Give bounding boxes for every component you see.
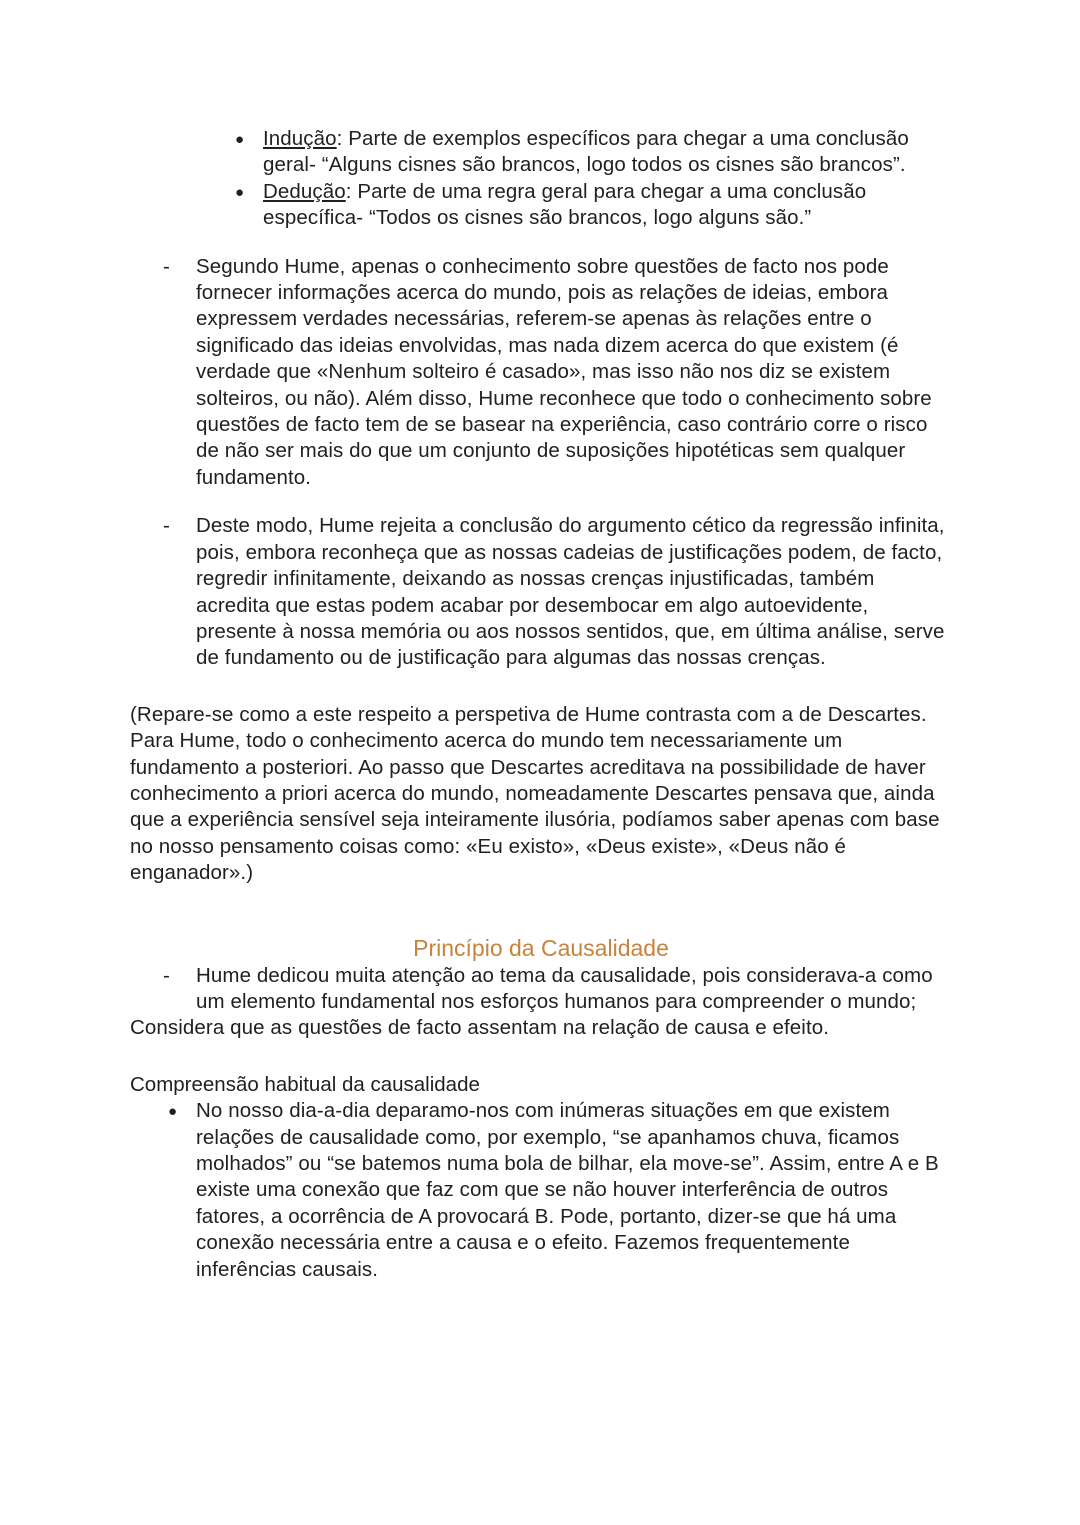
top-margin-spacer bbox=[0, 0, 1080, 126]
causality-section bbox=[130, 933, 952, 963]
bullet-icon: ● bbox=[168, 1103, 178, 1121]
dash-icon: - bbox=[163, 254, 170, 278]
term-inducao-body: : Parte de exemplos específicos para chegar a uma conclusão geral- “Alguns cisnes são brancos, logo todos os cisnes são brancos”. bbox=[263, 127, 909, 177]
paragraph-gap bbox=[0, 672, 1080, 702]
sub-heading-compreensao: Compreensão habitual da causalidade bbox=[130, 1072, 480, 1096]
hume-point-text: Segundo Hume, apenas o conhecimento sobre questões de facto nos pode fornecer informações acerca do mundo, pois as relações de ideias, embora expressem verdades necessárias, referem-se apenas às relações entre o significado das ideias envolvidas, mas nada dizem acerca do que existem (é verdade que «Nenhum solteiro é casado», mas isso não nos diz se existem solteiros, ou não). Além disso, Hume reconhece que todo o conhecimento sobre questões de facto tem de se basear na experiência, caso contrário corre o risco de não ser mais do que um conjunto de suposições hipotéticas sem qualquer fundamento. bbox=[196, 254, 932, 489]
descartes-note-text: (Repare-se como a este respeito a perspetiva de Hume contrasta com a de Descartes. Para Hume, todo o conhecimento acerca do mundo tem necessariamente um fundamento a posteriori. Ao passo que Descartes acreditava na possibilidade de haver conhecimento a priori acerca do mundo, nomeadamente Descartes pensava que, ainda que a experiência sensível seja inteiramente ilusória, podíamos saber apenas com base no nosso pensamento coisas como: «Eu existo», «Deus existe», «Deus não é enganador».) bbox=[130, 702, 940, 885]
causality-closing-text: Considera que as questões de facto assentam na relação de causa e efeito. bbox=[130, 1016, 830, 1040]
hume-points-list bbox=[130, 254, 952, 492]
dash-icon: - bbox=[163, 514, 170, 538]
dash-icon: - bbox=[163, 963, 170, 987]
list-item bbox=[130, 513, 952, 671]
hume-point-text: Deste modo, Hume rejeita a conclusão do argumento cético da regressão infinita, pois, embora reconheça que as nossas cadeias de justificações podem, de facto, regredir infinitamente, deixando as nossas crenças injustificadas, também acredita que estas podem acabar por desembocar em algo autoevidente, presente à nossa memória ou aos nossos sentidos, que, em última análise, serve de fundamento ou de justificação para algumas das nossas crenças. bbox=[196, 514, 945, 670]
term-inducao: Indução bbox=[263, 127, 337, 150]
list-item bbox=[130, 963, 952, 1016]
list-item bbox=[130, 254, 952, 492]
list-item bbox=[197, 126, 952, 179]
causality-point-text: Hume dedicou muita atenção ao tema da causalidade, pois considerava-a como um elemento fundamental nos esforços humanos para compreender o mundo; bbox=[196, 963, 933, 1013]
causality-points-list bbox=[130, 963, 952, 1016]
bullet-icon: ● bbox=[235, 183, 245, 201]
list-item bbox=[197, 179, 952, 232]
paragraph-gap bbox=[0, 491, 1080, 513]
habitual-understanding-text: No nosso dia-a-dia deparamo-nos com inúmeras situações em que existem relações de causalidade como, por exemplo, “se apanhamos chuva, ficamos molhados” ou “se batemos numa bola de bilhar, ela move-se”. Assim, entre A e B existe uma conexão que faz com que se não houver interferência de outros fatores, a ocorrência de A provocará B. Pode, portanto, dizer-se que há uma conexão necessária entre a causa e o efeito. Fazemos frequentemente inferências causais. bbox=[196, 1099, 939, 1281]
term-deducao-body: : Parte de uma regra geral para chegar a uma conclusão específica- “Todos os cisnes são brancos, logo alguns são.” bbox=[263, 179, 867, 230]
descartes-note-block bbox=[130, 702, 952, 887]
section-heading-causalidade: Princípio da Causalidade bbox=[413, 934, 669, 961]
habitual-understanding-list bbox=[130, 1098, 952, 1283]
section-gap bbox=[0, 887, 1080, 933]
list-item bbox=[130, 1098, 952, 1283]
argument-types-list bbox=[197, 126, 952, 232]
bullet-icon: ● bbox=[235, 131, 245, 148]
paragraph-gap bbox=[0, 232, 1080, 254]
term-deducao: Dedução bbox=[263, 179, 346, 203]
causality-closing-block bbox=[130, 1015, 952, 1041]
habitual-understanding-section bbox=[130, 1072, 952, 1098]
section-gap bbox=[0, 1042, 1080, 1072]
hume-regression-list bbox=[130, 513, 952, 671]
